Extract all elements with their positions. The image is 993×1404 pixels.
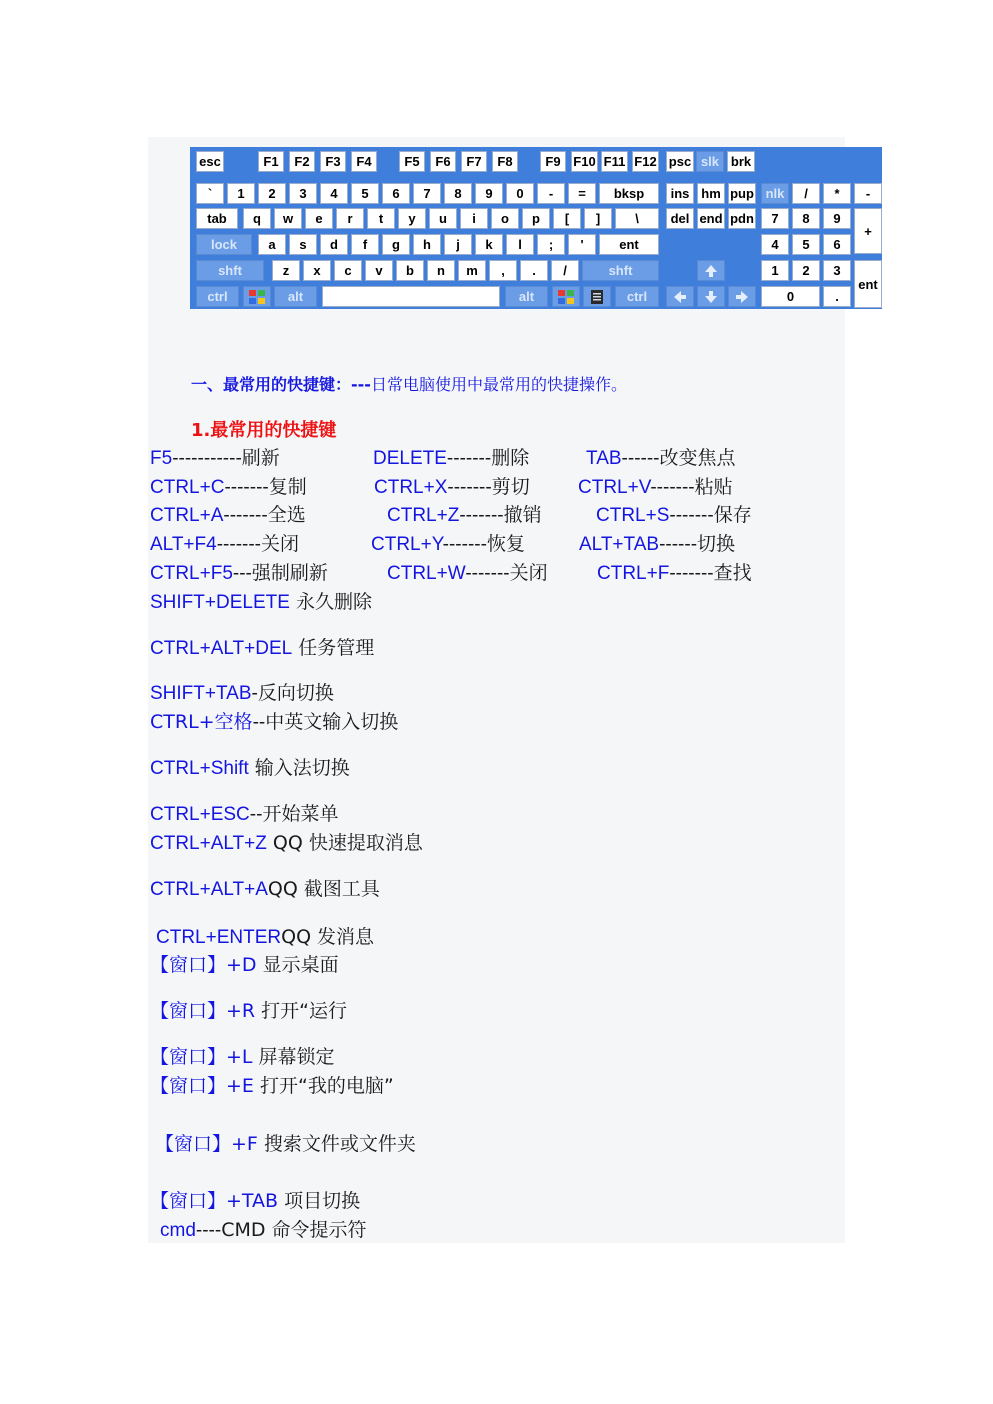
key-k: k [475, 234, 503, 255]
shortcut-item: ALT+F4-------关闭 [150, 533, 300, 555]
subsection-title: 1.最常用的快捷键 [191, 420, 337, 441]
key-f4: F4 [351, 151, 377, 172]
windows-logo-icon [248, 289, 266, 305]
key-bracket-left: [ [553, 208, 581, 229]
windows-logo-icon [557, 289, 575, 305]
key-backtick: ` [196, 183, 224, 204]
key-b: b [396, 260, 424, 281]
arrow-left-icon [673, 290, 687, 304]
key-r: r [336, 208, 364, 229]
shortcut-item: SHIFT+TAB-反向切换 [150, 682, 334, 704]
key-2: 2 [258, 183, 286, 204]
shortcut-item: 【窗口】+R 打开“运行 [150, 1000, 348, 1022]
key-num-0: 0 [761, 286, 820, 307]
key-arrow-left [666, 286, 694, 307]
shortcut-item: CTRL+Z-------撤销 [387, 504, 542, 526]
section-title [191, 372, 627, 395]
key-num-slash: / [792, 183, 820, 204]
shortcut-item: 【窗口】+L 屏幕锁定 [150, 1046, 335, 1068]
shortcut-item: 【窗口】+D 显示桌面 [150, 954, 339, 976]
key-e: e [305, 208, 333, 229]
key-f11: F11 [601, 151, 628, 172]
key-x: x [303, 260, 331, 281]
shortcut-item: CTRL+W-------关闭 [387, 562, 548, 584]
key-num-decimal: . [823, 286, 851, 307]
key-7: 7 [413, 183, 441, 204]
key-minus: - [537, 183, 565, 204]
key-num-asterisk: * [823, 183, 851, 204]
menu-icon [590, 289, 604, 305]
key-6: 6 [382, 183, 410, 204]
key-3: 3 [289, 183, 317, 204]
key-n: n [427, 260, 455, 281]
key-home: hm [697, 183, 725, 204]
key-num-5: 5 [792, 234, 820, 255]
key-num-4: 4 [761, 234, 789, 255]
key-shift-right: shft [582, 260, 659, 281]
key-ctrl-right: ctrl [615, 286, 659, 307]
key-num-7: 7 [761, 208, 789, 229]
key-c: c [334, 260, 362, 281]
key-alt-right: alt [505, 286, 548, 307]
key-pagedown: pdn [728, 208, 756, 229]
key-num-1: 1 [761, 260, 789, 281]
key-comma: , [489, 260, 517, 281]
shortcut-item: F5-----------刷新 [150, 447, 280, 469]
shortcut-item: CTRL+S-------保存 [596, 504, 752, 526]
key-y: y [398, 208, 426, 229]
key-slash: / [551, 260, 579, 281]
key-arrow-right [728, 286, 756, 307]
key-i: i [460, 208, 488, 229]
key-arrow-up [697, 260, 725, 281]
shortcut-item: 【窗口】+TAB 项目切换 [150, 1190, 361, 1212]
key-esc: esc [196, 151, 224, 172]
key-brk: brk [727, 151, 755, 172]
key-menu [583, 286, 611, 307]
key-num-minus: - [854, 183, 882, 204]
key-semicolon: ; [537, 234, 565, 255]
key-win-left [243, 286, 271, 307]
key-9: 9 [475, 183, 503, 204]
shortcut-item: CTRL+X-------剪切 [374, 476, 530, 498]
shortcut-item: 【窗口】+E 打开“我的电脑” [150, 1075, 394, 1097]
key-num-3: 3 [823, 260, 851, 281]
key-capslock: lock [196, 234, 252, 255]
shortcut-item: CTRL+C-------复制 [150, 476, 307, 498]
section-title-text: 一、最常用的快捷键： [191, 375, 352, 394]
arrow-down-icon [704, 290, 718, 304]
key-del: del [666, 208, 694, 229]
key-h: h [413, 234, 441, 255]
shortcut-item: CTRL+ALT+Z QQ 快速提取消息 [150, 832, 423, 854]
key-f8: F8 [492, 151, 518, 172]
key-8: 8 [444, 183, 472, 204]
key-v: v [365, 260, 393, 281]
shortcut-item: CTRL+A-------全选 [150, 504, 306, 526]
key-backslash: \ [615, 208, 659, 229]
key-numlock: nlk [761, 183, 789, 204]
key-num-enter: ent [854, 260, 882, 308]
key-win-right [552, 286, 580, 307]
key-4: 4 [320, 183, 348, 204]
shortcut-item: TAB------改变焦点 [586, 447, 736, 469]
key-w: w [274, 208, 302, 229]
keyboard-image [190, 147, 882, 309]
key-tab: tab [196, 208, 238, 229]
shortcut-item: CTRL+空格--中英文输入切换 [150, 711, 399, 733]
key-u: u [429, 208, 457, 229]
key-period: . [520, 260, 548, 281]
key-bracket-right: ] [584, 208, 612, 229]
shortcut-item: CTRL+F-------查找 [597, 562, 752, 584]
key-alt-left: alt [274, 286, 317, 307]
shortcut-item: CTRL+ESC--开始菜单 [150, 803, 339, 825]
key-5: 5 [351, 183, 379, 204]
key-1: 1 [227, 183, 255, 204]
key-shift-left: shft [196, 260, 264, 281]
shortcut-item: CTRL+V-------粘贴 [578, 476, 733, 498]
key-f3: F3 [320, 151, 346, 172]
shortcut-item: 【窗口】+F 搜索文件或文件夹 [155, 1133, 416, 1155]
arrow-right-icon [735, 290, 749, 304]
key-l: l [506, 234, 534, 255]
key-psc: psc [666, 151, 694, 172]
key-t: t [367, 208, 395, 229]
key-ins: ins [666, 183, 694, 204]
key-end: end [697, 208, 725, 229]
key-ctrl-left: ctrl [196, 286, 239, 307]
key-m: m [458, 260, 486, 281]
key-f6: F6 [430, 151, 456, 172]
key-num-6: 6 [823, 234, 851, 255]
shortcut-item: CTRL+Shift 输入法切换 [150, 757, 350, 779]
key-f9: F9 [540, 151, 566, 172]
key-num-plus: + [854, 208, 882, 254]
key-f12: F12 [632, 151, 659, 172]
key-f5: F5 [399, 151, 425, 172]
shortcut-item: CTRL+Y-------恢复 [371, 533, 525, 555]
key-num-9: 9 [823, 208, 851, 229]
shortcut-item: DELETE-------删除 [373, 447, 530, 469]
shortcut-item: SHIFT+DELETE 永久删除 [150, 591, 372, 613]
key-enter: ent [599, 234, 659, 255]
key-arrow-down [697, 286, 725, 307]
key-pageup: pup [728, 183, 756, 204]
key-backspace: bksp [599, 183, 659, 204]
shortcut-item: cmd----CMD 命令提示符 [160, 1219, 367, 1241]
key-a: a [258, 234, 286, 255]
key-q: q [243, 208, 271, 229]
shortcut-item: CTRL+F5---强制刷新 [150, 562, 328, 584]
key-s: s [289, 234, 317, 255]
key-f2: F2 [289, 151, 315, 172]
key-num-2: 2 [792, 260, 820, 281]
key-f: f [351, 234, 379, 255]
key-f1: F1 [258, 151, 284, 172]
section-title-dashes: --- [351, 375, 371, 394]
key-equals: = [568, 183, 596, 204]
section-description: 日常电脑使用中最常用的快捷操作。 [370, 375, 627, 394]
key-space [322, 286, 500, 307]
key-p: p [522, 208, 550, 229]
key-quote: ' [568, 234, 596, 255]
arrow-up-icon [704, 264, 718, 278]
key-d: d [320, 234, 348, 255]
key-g: g [382, 234, 410, 255]
key-z: z [272, 260, 300, 281]
key-num-8: 8 [792, 208, 820, 229]
key-f10: F10 [571, 151, 598, 172]
key-j: j [444, 234, 472, 255]
shortcut-item: CTRL+ALT+DEL 任务管理 [150, 637, 375, 659]
shortcut-item: ALT+TAB------切换 [579, 533, 736, 555]
shortcut-item: CTRL+ALT+AQQ 截图工具 [150, 878, 380, 900]
key-f7: F7 [461, 151, 487, 172]
key-o: o [491, 208, 519, 229]
shortcut-item: CTRL+ENTERQQ 发消息 [156, 926, 375, 948]
key-slk: slk [696, 151, 724, 172]
key-0: 0 [506, 183, 534, 204]
